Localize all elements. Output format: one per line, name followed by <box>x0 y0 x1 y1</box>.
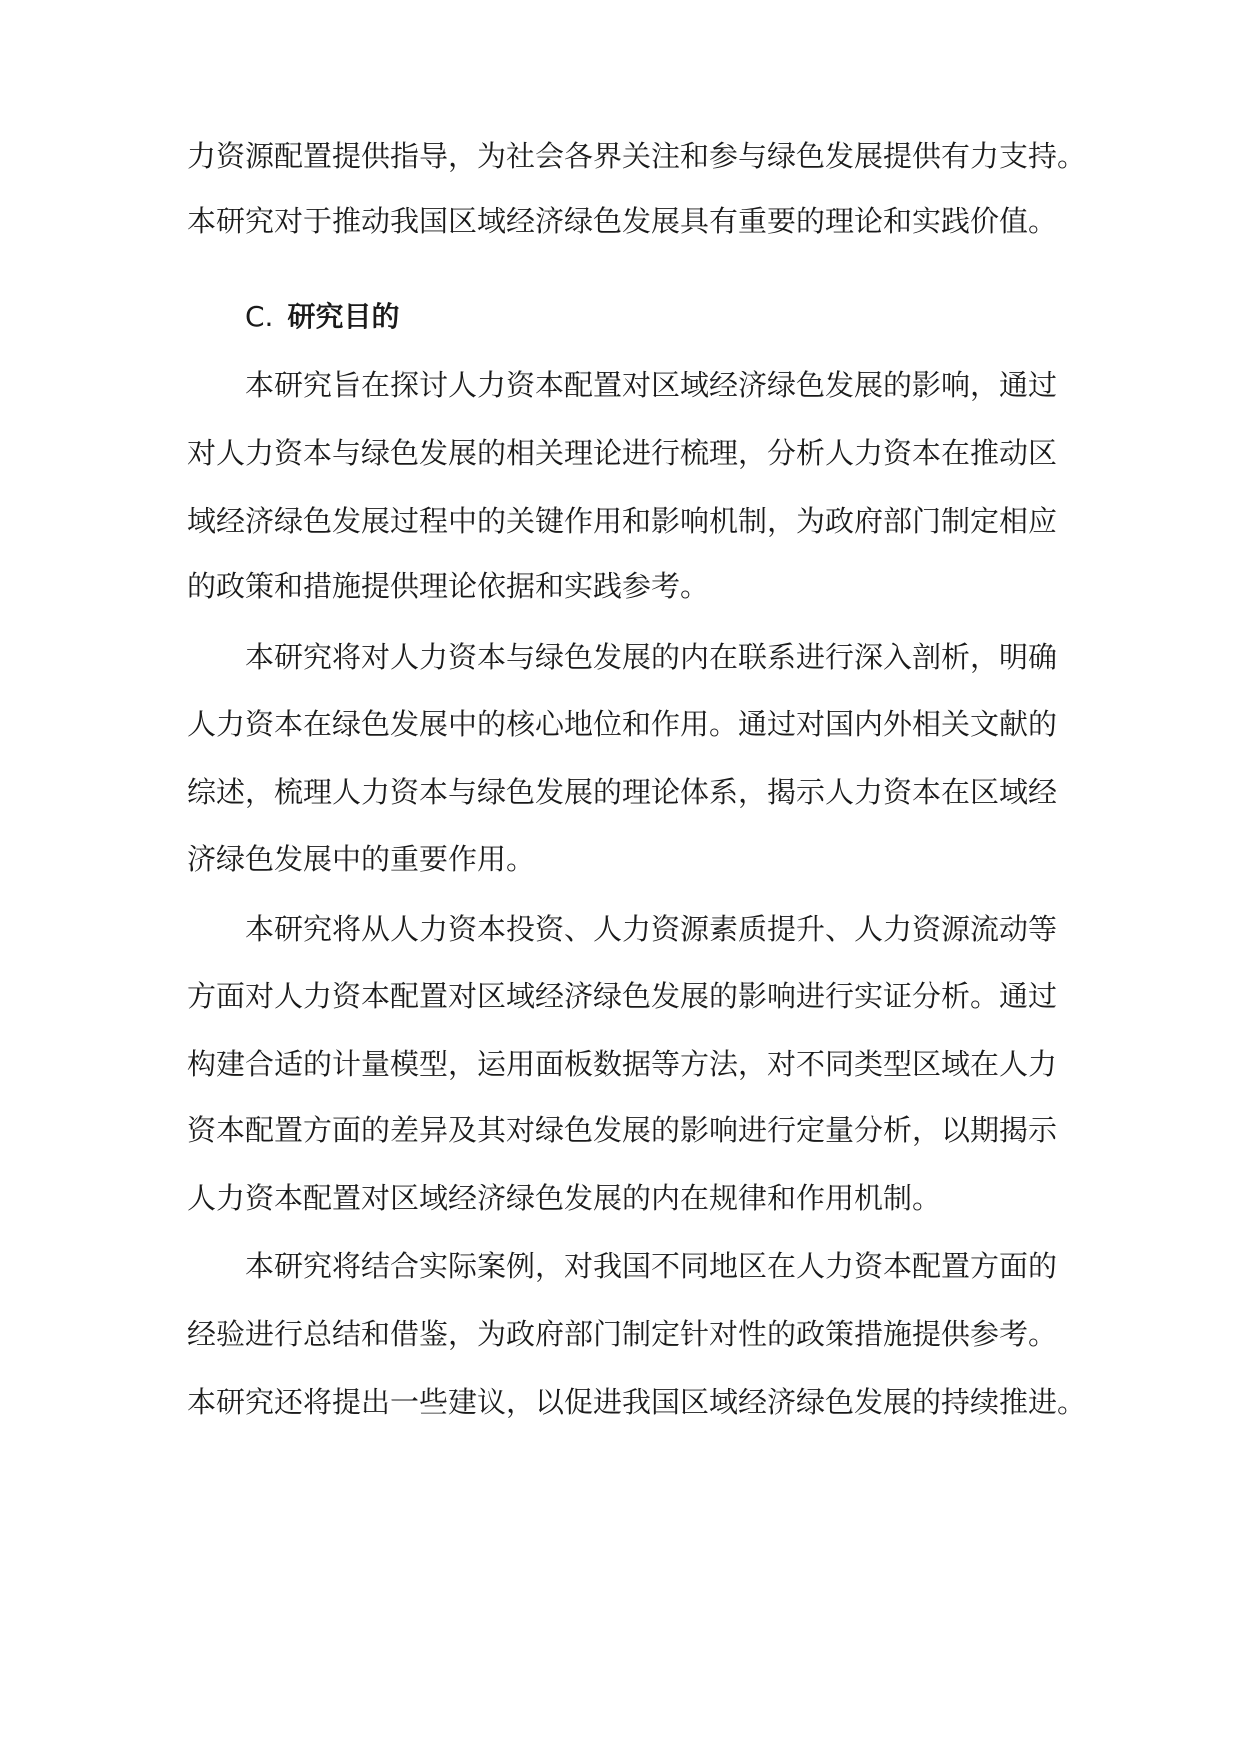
body-text-line: 力资源配置提供指导，为社会各界关注和参与绿色发展提供有力支持。 <box>187 139 1087 173</box>
body-text-line: 对人力资本与绿色发展的相关理论进行梳理，分析人力资本在推动区 <box>187 436 1058 470</box>
body-text-line: 本研究还将提出一些建议，以促进我国区域经济绿色发展的持续推进。 <box>187 1385 1087 1419</box>
paragraph-first-line: 本研究将从人力资本投资、人力资源素质提升、人力资源流动等 <box>245 912 1058 946</box>
body-text-line: 本研究对于推动我国区域经济绿色发展具有重要的理论和实践价值。 <box>187 204 1058 238</box>
body-text-line: 人力资本配置对区域经济绿色发展的内在规律和作用机制。 <box>187 1181 942 1215</box>
body-text-line: 方面对人力资本配置对区域经济绿色发展的影响进行实证分析。通过 <box>187 979 1058 1013</box>
paragraph-first-line: 本研究将结合实际案例，对我国不同地区在人力资本配置方面的 <box>245 1249 1058 1283</box>
body-text-line: 域经济绿色发展过程中的关键作用和影响机制，为政府部门制定相应 <box>187 504 1058 538</box>
paragraph-first-line: 本研究将对人力资本与绿色发展的内在联系进行深入剖析，明确 <box>245 640 1058 674</box>
body-text-line: 构建合适的计量模型，运用面板数据等方法，对不同类型区域在人力 <box>187 1047 1058 1081</box>
paragraph-first-line: 本研究旨在探讨人力资本配置对区域经济绿色发展的影响，通过 <box>245 368 1058 402</box>
section-number: C. <box>245 300 274 333</box>
section-title: 研究目的 <box>287 300 400 333</box>
body-text-line: 经验进行总结和借鉴，为政府部门制定针对性的政策措施提供参考。 <box>187 1317 1058 1351</box>
body-text-line: 的政策和措施提供理论依据和实践参考。 <box>187 569 710 603</box>
section-heading <box>245 297 1125 337</box>
body-text-line: 济绿色发展中的重要作用。 <box>187 842 536 876</box>
body-text-line: 人力资本在绿色发展中的核心地位和作用。通过对国内外相关文献的 <box>187 707 1058 741</box>
body-text-line: 资本配置方面的差异及其对绿色发展的影响进行定量分析，以期揭示 <box>187 1113 1058 1147</box>
body-text-line: 综述，梳理人力资本与绿色发展的理论体系，揭示人力资本在区域经 <box>187 775 1058 809</box>
